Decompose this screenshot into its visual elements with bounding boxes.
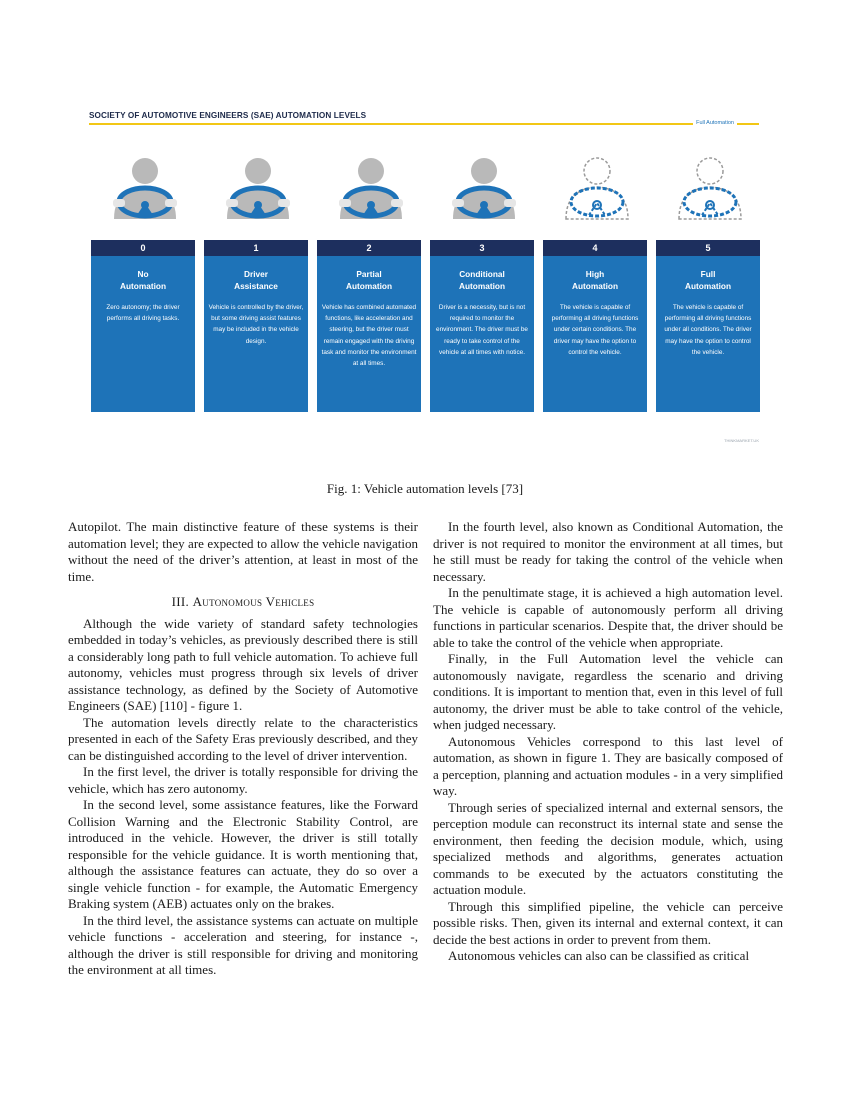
intro-paragraph: Autopilot. The main distinctive feature of these systems is their automation level; they are expected to allow the vehicle navigation without the need of the driver’s attention, at least in most of the time. <box>68 519 418 584</box>
driver-icon-level-2 <box>335 155 407 221</box>
body-paragraph: The automation levels directly relate to the characteristics presented in each of the Safety Eras previously described, and they can be distinguished according to the level of driver intervention. <box>68 714 418 763</box>
body-paragraph: Through series of specialized internal and external sensors, the perception module can reconstruct its internal state and sense the environment, then feeding the decision module, which, using specialized methods and algorithms, generates actuation commands to be executed by the actuators constituting the actuation module. <box>433 799 783 897</box>
level-number: 4 <box>543 240 647 256</box>
level-column-3 <box>430 240 534 412</box>
level-description: The vehicle is capable of performing all driving functions under certain conditions. The driver may have the option to control the vehicle. <box>551 304 639 356</box>
level-description: Vehicle has combined automated functions, like acceleration and steering, but the driver must remain engaged with the driving task and monitor the environment at all times. <box>321 304 417 368</box>
driver-icon-level-5 <box>674 155 746 221</box>
level-description: Driver is a necessity, but is not required to monitor the environment. The driver must be ready to take control of the vehicle at all times with notice. <box>436 304 528 356</box>
body-paragraph: Finally, in the Full Automation level the vehicle can autonomously navigate, regardless the scenario and driving conditions. It is important to mention that, even in this level of full autonomy, the driver must be able to take control of the vehicle, when judged necessary. <box>433 651 783 732</box>
sae-levels-figure <box>85 105 765 455</box>
level-description: Vehicle is controlled by the driver, but some driving assist features may be included in the vehicle design. <box>208 304 304 345</box>
body-paragraph: In the fourth level, also known as Conditional Automation, the driver is not required to monitor the environment at all times, but he still must be ready for taking the control of the vehicle when necessary. <box>433 519 783 584</box>
body-paragraph: Through this simplified pipeline, the vehicle can perceive possible risks. Then, given its internal and external context, it can decide the best actions in order to prevent from them. <box>433 898 783 947</box>
body-paragraph: Autonomous Vehicles correspond to this last level of automation, as shown in figure 1. They are basically composed of a perception, planning and actuation modules - in a very simplified way. <box>433 733 783 798</box>
level-title: Partial Automation <box>345 269 393 291</box>
driver-icon-level-4 <box>561 155 633 221</box>
figure-credit: THINKMARKET.UK <box>724 438 759 443</box>
right-text-column <box>433 519 783 965</box>
level-title: Driver Assistance <box>234 269 278 291</box>
level-column-0 <box>91 240 195 412</box>
level-number: 2 <box>317 240 421 256</box>
figure-title: SOCIETY OF AUTOMOTIVE ENGINEERS (SAE) AUTOMATION LEVELS <box>89 111 367 120</box>
level-title: No Automation <box>119 269 167 291</box>
level-title: Conditional Automation <box>458 269 506 291</box>
body-paragraph: In the second level, some assistance features, like the Forward Collision Warning and the Electronic Stability Control, are introduced in the vehicle. However, the driver is still totally responsible for the vehicle guidance. It is worth mentioning that, although the assistance features can actuate, they do so over a single vehicle function - for example, the Automatic Emergency Braking system (AEB) actuates only on the brakes. <box>68 797 418 911</box>
level-number: 5 <box>656 240 760 256</box>
level-description: The vehicle is capable of performing all driving functions under all conditions. The driver may have the option to control the vehicle. <box>664 304 752 356</box>
figure-caption: Fig. 1: Vehicle automation levels [73] <box>326 481 524 496</box>
figure-yellow-rule <box>89 123 759 125</box>
level-description: Zero autonomy; the driver performs all driving tasks. <box>106 304 180 323</box>
level-column-1 <box>204 240 308 412</box>
left-text-column <box>68 519 418 979</box>
section-number: III. <box>171 594 190 609</box>
level-column-5 <box>656 240 760 412</box>
section-heading <box>68 594 418 611</box>
full-automation-tag: Full Automation <box>693 120 737 126</box>
driver-icon-level-3 <box>448 155 520 221</box>
section-title: Autonomous Vehicles <box>192 594 315 609</box>
level-title: Full Automation <box>684 269 732 291</box>
level-number: 1 <box>204 240 308 256</box>
body-paragraph: In the first level, the driver is totally responsible for driving the vehicle, which has zero autonomy. <box>68 764 418 796</box>
body-paragraph: In the third level, the assistance systems can actuate on multiple vehicle functions - acceleration and steering, for instance -, although the driver is still responsible for driving and monitoring the environment at all times. <box>68 912 418 977</box>
level-column-4 <box>543 240 647 412</box>
driver-icon-level-1 <box>222 155 294 221</box>
level-number: 0 <box>91 240 195 256</box>
body-paragraph: In the penultimate stage, it is achieved a high automation level. The vehicle is capable of autonomously perform all driving functions in particular scenarios. Despite that, the driver should be able to take the control of the vehicle when appropriate. <box>433 585 783 650</box>
level-title: High Automation <box>571 269 619 291</box>
level-number: 3 <box>430 240 534 256</box>
body-paragraph: Although the wide variety of standard safety technologies embedded in today’s vehicles, as previously described there is still a considerably long path to full vehicle automation. To achieve full autonomy, vehicles must progress through six levels of driver assistance technology, as defined by the Society of Automotive Engineers (SAE) [110] - figure 1. <box>68 615 418 713</box>
body-paragraph: Autonomous vehicles can also can be classified as critical <box>448 948 750 963</box>
driver-icon-level-0 <box>109 155 181 221</box>
level-column-2 <box>317 240 421 412</box>
